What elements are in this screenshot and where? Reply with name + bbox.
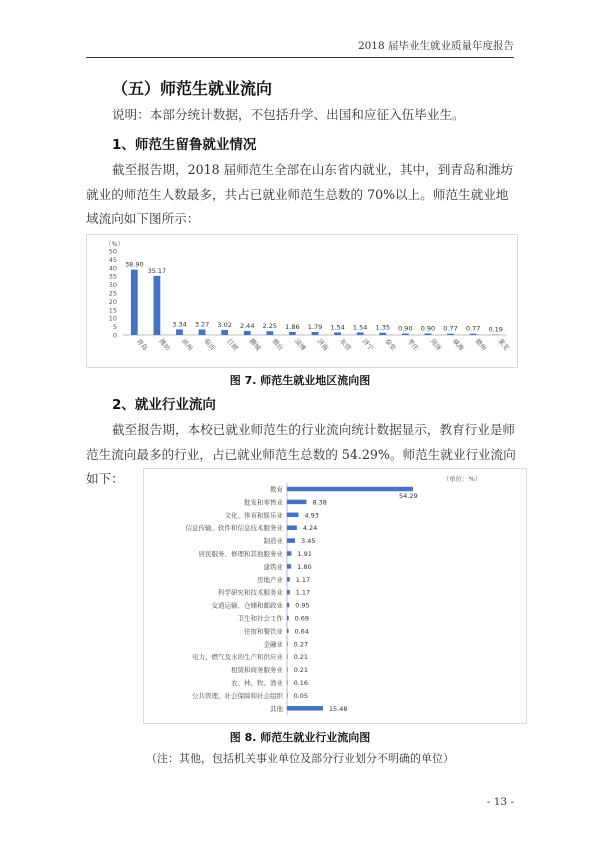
industry-value-label: 1.17 <box>295 575 311 584</box>
y-tick-label: 40 <box>108 264 117 273</box>
region-value-label: 1.54 <box>330 323 345 332</box>
region-value-label: 1.54 <box>352 323 368 332</box>
subsection-1-paragraph <box>86 158 518 232</box>
region-category-label: 滨州 <box>179 337 195 353</box>
region-category-label: 青岛 <box>134 337 150 353</box>
region-category-label: 临沂 <box>202 337 218 353</box>
industry-value-label: 8.38 <box>312 498 327 507</box>
region-bar <box>425 333 432 335</box>
y-tick-label: 15 <box>108 306 117 315</box>
industry-value-label: 0.21 <box>293 666 309 675</box>
region-value-label: 0.19 <box>488 325 503 334</box>
region-value-label: 1.35 <box>375 323 391 332</box>
y-tick-label: 50 <box>108 247 117 256</box>
industry-category-label: 文化、体育和娱乐业 <box>224 511 283 520</box>
industry-value-label: 0.16 <box>293 679 309 687</box>
region-bar <box>266 331 273 335</box>
industry-category-label: 电力、燃气及水的生产和供应业 <box>192 653 283 662</box>
industry-category-label: 居民服务、修理和其他服务业 <box>198 550 283 558</box>
section-title: （五）师范生就业流向 <box>112 79 273 98</box>
industry-bar <box>287 629 288 634</box>
region-value-label: 2.25 <box>262 322 278 331</box>
industry-bar <box>287 577 290 582</box>
region-bar <box>470 334 477 335</box>
region-value-label: 3.34 <box>172 320 187 329</box>
figure-7-caption: 图 7. 师范生就业地区流向图 <box>229 374 371 387</box>
industry-bar <box>287 642 288 647</box>
industry-bar <box>287 706 323 711</box>
industry-bar <box>287 487 413 492</box>
y-tick-label: 30 <box>108 281 117 290</box>
page-header-title: 2018 届毕业生就业质量年度报告 <box>357 40 514 52</box>
subsection-2-title: 2、就业行业流向 <box>112 397 216 413</box>
y-tick-label: 10 <box>108 314 117 323</box>
y-axis-label: （%） <box>105 240 125 248</box>
region-value-label: 2.44 <box>239 321 255 330</box>
region-category-label: 潍坊 <box>157 337 172 353</box>
figure-8-footnote: （注：其他，包括机关事业单位及部分行业划分不明确的单位） <box>146 752 454 765</box>
header-rule <box>86 57 514 58</box>
industry-category-label: 教育 <box>270 485 283 494</box>
y-tick-label: 0 <box>112 331 117 340</box>
region-value-label: 0.77 <box>465 324 481 333</box>
industry-category-label: 租赁和商务服务业 <box>231 666 283 675</box>
region-category-label: 东营 <box>338 337 353 353</box>
industry-category-label: 制造业 <box>263 537 283 546</box>
region-category-label: 聊城 <box>247 337 263 353</box>
region-value-label: 0.90 <box>398 324 413 333</box>
industry-category-label: 信息传输、软件和信息技术服务业 <box>185 524 283 533</box>
subsection-1-text: 截至报告期，2018 届师范生全部在山东省内就业，其中，到青岛和潍坊就业的师范生人数最多，共占已就业师范生总数的 70%以上。师范生就业地域流向如下图所示： <box>86 162 514 226</box>
region-category-label: 日照 <box>225 337 240 353</box>
subsection-2-text: 截至报告期，本校已就业师范生的行业流向统计数据显示，教育行业是师范生流向最多的行业，占已就业师范生总数的 54.29%。师范生就业行业流向如下： <box>86 422 516 486</box>
region-bar <box>244 331 251 335</box>
industry-value-label: 3.45 <box>301 537 316 546</box>
industry-value-label: 0.64 <box>294 627 309 636</box>
industry-category-label: 批发和零售业 <box>244 498 283 507</box>
y-tick-label: 20 <box>108 297 117 306</box>
industry-value-label: 0.27 <box>293 640 309 649</box>
region-category-label: 枣庄 <box>405 337 421 353</box>
industry-value-label: 54.29 <box>399 492 418 500</box>
unit-label: （单位：%） <box>442 475 482 483</box>
region-value-label: 0.77 <box>443 324 458 333</box>
industry-category-label: 农、林、牧、渔业 <box>231 679 283 687</box>
industry-bar <box>287 667 288 672</box>
section-note: 说明：本部分统计数据，不包括升学、出国和应征入伍毕业生。 <box>112 107 465 122</box>
region-value-label: 38.90 <box>124 260 144 269</box>
industry-bar <box>287 693 288 698</box>
region-value-label: 1.86 <box>285 322 300 331</box>
industry-bar <box>287 654 288 659</box>
region-value-label: 35.17 <box>147 266 167 275</box>
industry-value-label: 4.93 <box>304 511 319 520</box>
region-value-label: 0.90 <box>420 324 436 333</box>
industry-bar <box>287 500 306 505</box>
y-tick-label: 45 <box>108 255 117 264</box>
industry-bar <box>287 525 297 530</box>
industry-value-label: 4.24 <box>302 524 318 533</box>
industry-category-label: 建筑业 <box>263 562 283 571</box>
region-category-label: 济宁 <box>360 337 376 353</box>
region-category-label: 泰安 <box>383 337 398 353</box>
region-bar <box>289 332 296 335</box>
region-chart-frame <box>86 234 518 368</box>
industry-category-label: 卫生和社会工作 <box>237 614 283 623</box>
y-tick-label: 35 <box>108 272 117 281</box>
region-bar <box>357 332 364 335</box>
region-category-label: 菏泽 <box>428 337 443 353</box>
subsection-1-title: 1、师范生留鲁就业情况 <box>112 137 257 153</box>
region-category-label: 烟台 <box>270 337 285 353</box>
region-category-label: 德州 <box>473 337 489 353</box>
industry-value-label: 15.48 <box>328 704 348 713</box>
region-value-label: 1.79 <box>307 322 323 331</box>
region-bar-chart <box>87 235 517 367</box>
industry-category-label: 其他 <box>270 704 283 713</box>
industry-bar <box>287 680 288 685</box>
industry-category-label: 交通运输、仓储和邮政业 <box>211 601 283 610</box>
industry-bar-chart <box>144 469 526 723</box>
industry-value-label: 0.69 <box>294 614 310 623</box>
y-tick-label: 25 <box>108 289 117 298</box>
industry-value-label: 1.91 <box>297 550 312 558</box>
region-bar <box>402 333 409 335</box>
industry-value-label: 0.05 <box>293 691 309 700</box>
industry-bar <box>287 564 291 569</box>
region-bar <box>312 332 319 335</box>
page-number: - 13 - <box>486 796 514 808</box>
industry-category-label: 科学研究和技术服务业 <box>218 588 283 597</box>
region-bar <box>379 333 386 335</box>
region-category-label: 济南 <box>315 337 330 353</box>
region-bar <box>153 276 160 335</box>
industry-bar <box>287 513 298 518</box>
industry-value-label: 1.17 <box>295 588 311 597</box>
region-category-label: 淄博 <box>292 337 308 353</box>
industry-category-label: 公共管理、社会保障和社会组织 <box>192 691 283 700</box>
region-bar <box>131 270 138 335</box>
industry-value-label: 0.95 <box>295 601 310 610</box>
industry-category-label: 住宿和餐饮业 <box>244 627 283 636</box>
region-bar <box>221 330 228 335</box>
figure-8-caption: 图 8. 师范生就业行业流向图 <box>229 731 371 744</box>
industry-bar <box>287 603 289 608</box>
industry-bar <box>287 538 295 543</box>
region-bar <box>199 330 206 335</box>
region-value-label: 3.02 <box>217 320 232 329</box>
region-value-label: 3.27 <box>194 320 210 329</box>
region-bar <box>447 334 454 335</box>
y-tick-label: 5 <box>112 323 117 332</box>
region-bar <box>334 332 341 335</box>
industry-category-label: 房地产业 <box>257 575 283 584</box>
industry-category-label: 金融业 <box>263 640 283 649</box>
industry-chart-frame <box>143 468 527 724</box>
region-category-label: 威海 <box>450 337 466 353</box>
industry-bar <box>287 551 291 556</box>
region-category-label: 莱芜 <box>496 337 511 353</box>
industry-bar <box>287 616 289 621</box>
region-bar <box>176 329 183 335</box>
industry-bar <box>287 590 290 595</box>
industry-value-label: 1.80 <box>297 562 312 571</box>
industry-value-label: 0.21 <box>293 653 309 662</box>
